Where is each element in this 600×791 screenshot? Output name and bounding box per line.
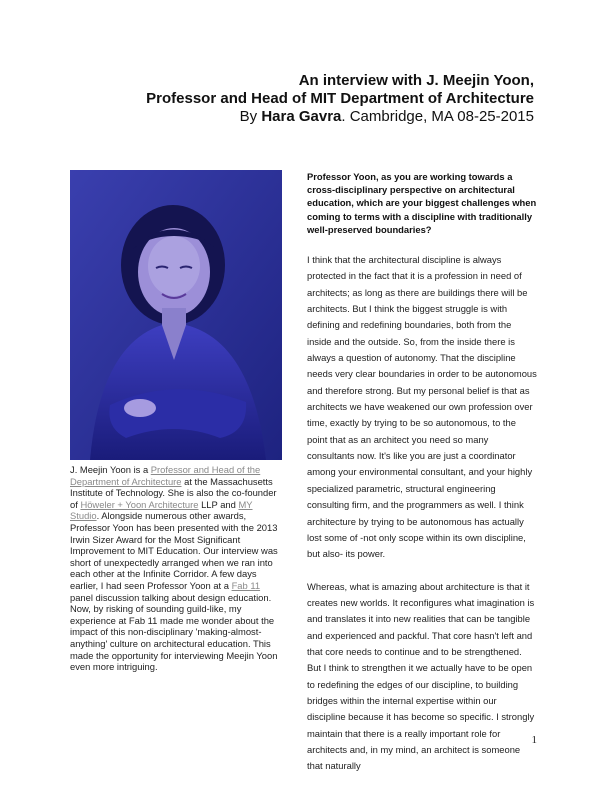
page-number: 1 [531,734,537,746]
link-mit-architecture[interactable]: Professor and Head of the Department of Architecture [70,464,261,487]
article-header [146,72,534,126]
intro-text-2: at the Massachusetts Institute of Technology. She is also the co-founder of [70,475,277,510]
link-fab11[interactable]: Fab 11 [231,579,261,591]
intro-text-5: panel discussion talking about design education. Now, by risking of sounding guild-like, my experience at Fab 11 made me wonder about the impact of this non-disciplinary 'making-almost-anything' culture on architectural education. This made the opportunity for interviewing Meejin Yoon even more intriguing. [70,591,278,673]
title-line-2: Professor and Head of MIT Department of Architecture [146,90,534,107]
intro-text-1: J. Meejin Yoon is a [70,464,151,475]
intro-text-4: . Alongside numerous other awards, Professor Yoon has been presented with the 2013 Irwin Sizer Award for the Most Significant Improvement to MIT Education. Our interview was short of unexpectedly arranged when we ran into each other at the Infinite Corridor. A few days earlier, I had seen Professor Yoon at a [70,510,278,591]
interview-column [307,170,537,791]
answer-paragraph-2: Whereas, what is amazing about architecture is that it creates new worlds. It reconfigures what imagination is and translates it into new realities that can be tangible and experienced and packful. That core hasn't left and that core needs to continue and to be strengthened. But I think to strengthen it we actually have to be open to redefining the edges of our discipline, to building bridges within the internal expertise within our discipline because it has become so specific. I strongly maintain that there is a really important role for architects and, in my mind, an architect is someone that naturally [307,580,535,772]
link-howeler-yoon[interactable]: Höweler + Yoon Architecture [80,498,199,510]
interview-question: Professor Yoon, as you are working towards a cross-disciplinary perspective on architectural education, which are your biggest challenges when coming to terms with a discipline with traditionally well-preserved boundaries? [307,171,537,235]
intro-paragraph [70,464,284,673]
portrait-photo [70,170,282,460]
portrait-illustration [70,170,282,460]
byline-prefix: By [239,108,262,125]
intro-text-3: LLP and [198,498,239,510]
byline-author: Hara Gavra [261,108,342,125]
byline [146,108,534,126]
link-my-studio[interactable]: MY Studio [70,498,253,522]
byline-suffix: . Cambridge, MA 08-25-2015 [341,108,534,125]
title-line-1: An interview with J. Meejin Yoon, [298,72,534,89]
answer-paragraph-1: I think that the architectural discipline is always protected in the fact that it is a profession in need of architects; as long as there are buildings there will be architects. But I think the biggest struggle is with defining and redefining boundaries, both from the inside and the outside. So, from the inside there is always a question of autonomy. That the discipline needs very clear boundaries in order to be autonomous and therefore strong. But my personal belief is that as architects we have weakened our own profession over time, exactly by trying to be so autonomous, to the point that as an architect you need so many consultants now. It's like you are just a coordinator among your environmental consultant, and your highly specialized parametric, structural engineering consulting firm, and the programmers as well. I think architecture by trying to be autonomous has actually lost some of -not only scope within its own discipline, but also- its power. [307,254,537,560]
